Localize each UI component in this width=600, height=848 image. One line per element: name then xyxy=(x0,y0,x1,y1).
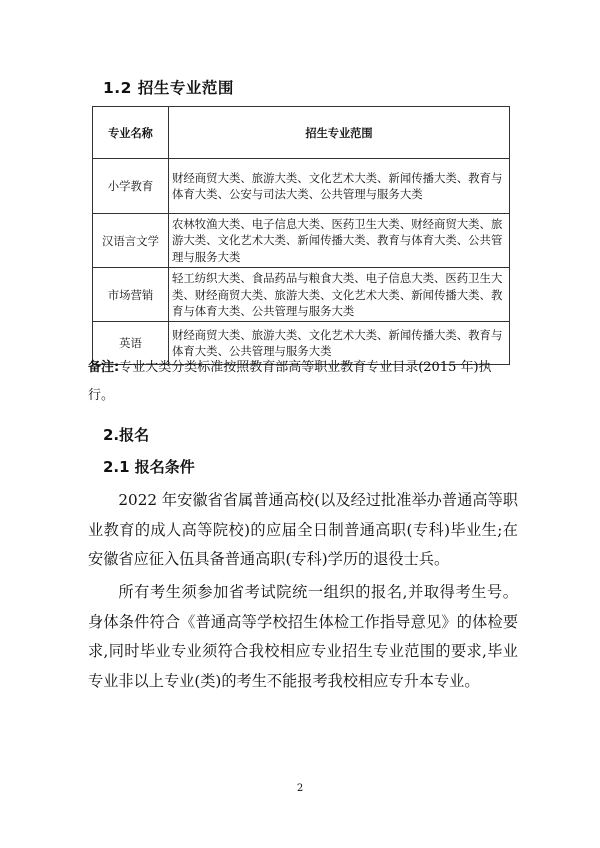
body-paragraph: 所有考生须参加省考试院统一组织的报名,并取得考生号。身体条件符合《普通高等学校招生体检工作指导意见》的体检要求,同时毕业专业须符合我校相应专业招生专业范围的要求,毕业专业非以上专业(类)的考生不能报考我校相应专升本专业。 xyxy=(88,583,518,690)
table-row xyxy=(93,268,510,322)
section-heading-2-1: 2.1 报名条件 xyxy=(103,458,195,476)
major-range-cell: 财经商贸大类、旅游大类、文化艺术大类、新闻传播大类、教育与体育大类、公安与司法大类、公共管理与服务大类 xyxy=(169,159,510,214)
note-text: 专业大类分类标准按照教育部高等职业教育专业目录(2015 年)执行。 xyxy=(88,360,492,403)
major-name-cell: 汉语言文学 xyxy=(93,214,169,268)
table-row xyxy=(93,159,510,214)
major-name-cell: 市场营销 xyxy=(93,268,169,322)
major-range-cell: 轻工纺织大类、食品药品与粮食大类、电子信息大类、医药卫生大类、财经商贸大类、旅游大类、文化艺术大类、新闻传播大类、教育与体育大类、公共管理与服务大类 xyxy=(169,268,510,322)
header-range: 招生专业范围 xyxy=(169,107,510,159)
section-heading-2: 2.报名 xyxy=(103,426,150,444)
major-range-table xyxy=(92,106,510,365)
note-label: 备注: xyxy=(88,360,120,375)
table-header-row xyxy=(93,107,510,159)
major-range-cell: 财经商贸大类、旅游大类、文化艺术大类、新闻传播大类、教育与体育大类、公共管理与服务大类 xyxy=(169,322,510,365)
section-heading-1-2: 1.2 招生专业范围 xyxy=(103,79,234,97)
major-name-cell: 英语 xyxy=(93,322,169,365)
table-note xyxy=(88,354,514,410)
page-number: 2 xyxy=(296,783,304,794)
header-major-name: 专业名称 xyxy=(93,107,169,159)
body-paragraph: 2022 年安徽省省属普通高校(以及经过批准举办普通高等职业教育的成人高等院校)的应届全日制普通高职(专科)毕业生;在安徽省应征入伍具备普通高职(专科)学历的退役士兵。 xyxy=(88,491,518,568)
major-name-cell: 小学教育 xyxy=(93,159,169,214)
table-row xyxy=(93,214,510,268)
major-range-cell: 农林牧渔大类、电子信息大类、医药卫生大类、财经商贸大类、旅游大类、文化艺术大类、新闻传播大类、教育与体育大类、公共管理与服务大类 xyxy=(169,214,510,268)
